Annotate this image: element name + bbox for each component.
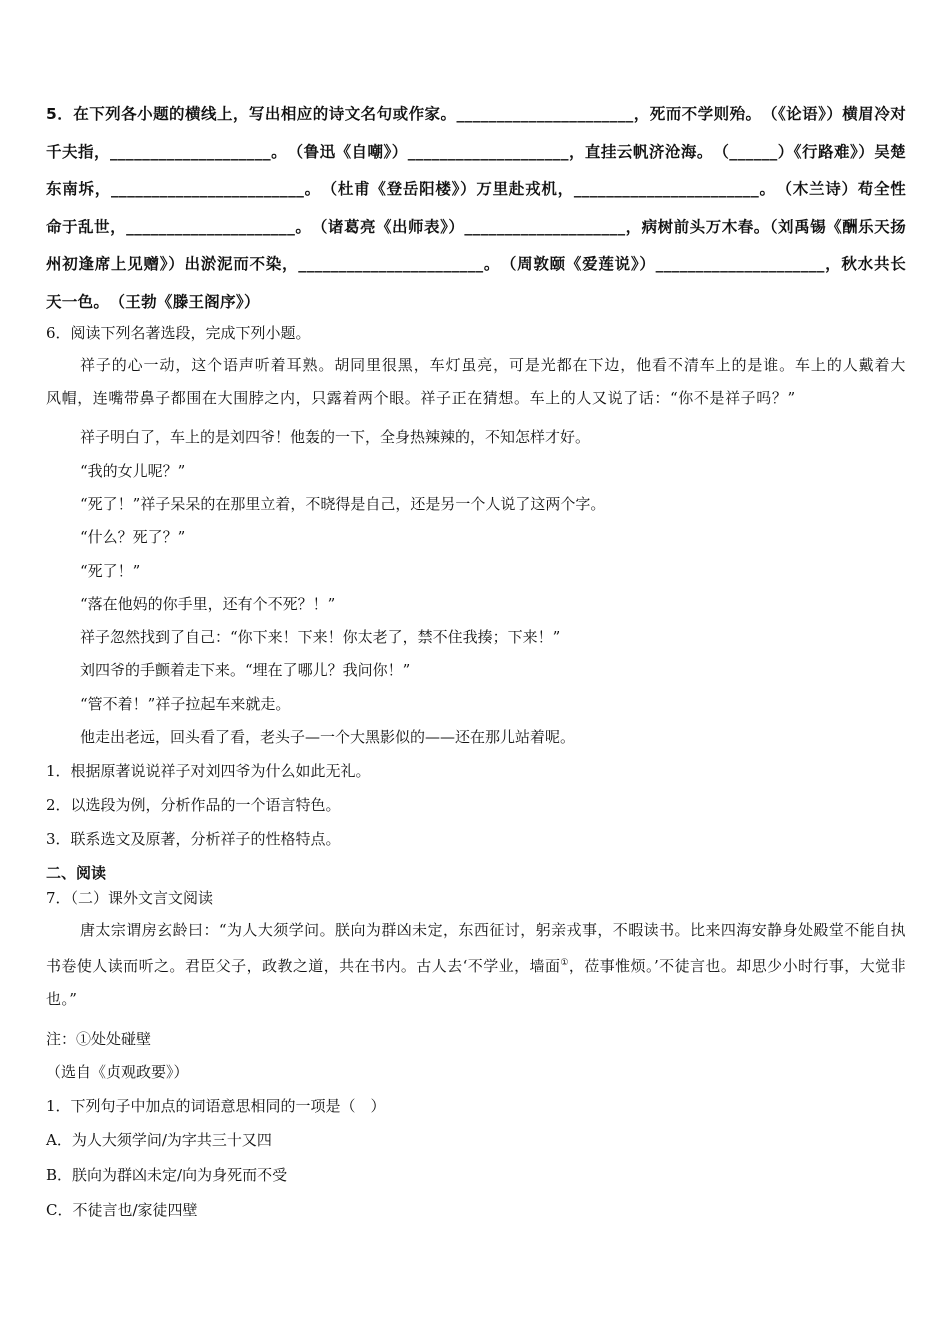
section-2-heading: 二、阅读	[46, 864, 107, 882]
passage-line-6: “落在他妈的你手里，还有个不死？！”	[80, 595, 336, 613]
question-6-sub-2: 2．以选段为例，分析作品的一个语言特色。	[46, 796, 341, 814]
passage-line-7: 祥子忽然找到了自己：“你下来！下来！你太老了，禁不住我揍；下来！”	[80, 628, 561, 646]
passage-line-3: “死了！”祥子呆呆的在那里立着，不晓得是自己，还是另一个人说了这两个字。	[80, 495, 606, 513]
question-5-text: 5．在下列各小题的横线上，写出相应的诗文名句或作家。______________________，死而不学则殆。 （《论语》）横眉冷对千夫指，____________________。 （鲁迅《自嘲》）____________________，直挂云帆济沧海。 （______）《行路难》）吴楚东南坼，________________________。 （杜甫《登岳阳楼》）万里赴戎机，_______________________。 （木兰诗）苟全性命于乱世，_____________________。 （诸葛亮《出师表》）____________________，病树前头万木春。（刘禹锡《酬乐天扬州初逢席上见赠》）出淤泥而不染，_______________________。 （周敦颐《爱莲说》）_____________________，秋水共长天一色。 （王勃《滕王阁序》）	[46, 105, 906, 311]
passage-line-10: 他走出老远，回头看了看，老头子—一个大黑影似的——还在那儿站着呢。	[80, 728, 576, 746]
passage-part-b: ，莅事惟烦。’不徒言也。却思少小时行事，大觉非也。”	[46, 957, 906, 1008]
passage-line-5: “死了！”	[80, 562, 141, 580]
question-7-sub-1: 1．下列句子中加点的词语意思相同的一项是（ ）	[46, 1097, 386, 1115]
passage-line-2: “我的女儿呢？”	[80, 462, 186, 480]
passage-line-1: 祥子明白了，车上的是刘四爷！他轰的一下，全身热辣辣的，不知怎样才好。	[80, 428, 591, 446]
passage-part-a: 唐太宗谓房玄龄曰：“为人大须学问。朕向为群凶未定，东西征讨，躬亲戎事，不暇读书。比来四海安静身处殿堂不能自执书卷使人读而听之。君臣父子，政教之道，共在书内。古人去‘不学业，墙面	[46, 921, 906, 975]
question-6-sub-3: 3．联系选文及原著，分析祥子的性格特点。	[46, 830, 341, 848]
option-a: A．为人大须学问/为字共三十又四	[46, 1131, 272, 1149]
footnote-marker: ①	[560, 958, 569, 968]
question-7-passage	[46, 914, 906, 1016]
option-b: B．朕向为群凶未定/向为身死而不受	[46, 1166, 288, 1184]
option-c: C．不徒言也/家徒四壁	[46, 1201, 198, 1219]
footnote: 注：①处处碰壁	[46, 1030, 152, 1048]
source-citation: （选自《贞观政要》）	[46, 1063, 189, 1081]
question-6-sub-1: 1．根据原著说说祥子对刘四爷为什么如此无礼。	[46, 762, 371, 780]
question-6-heading: 6．阅读下列名著选段，完成下列小题。	[46, 324, 311, 342]
question-6-passage-intro: 祥子的心一动，这个语声听着耳熟。胡同里很黑，车灯虽亮，可是光都在下边，他看不清车上的是谁。车上的人戴着大风帽，连嘴带鼻子都围在大围脖之内，只露着两个眼。祥子正在猜想。车上的人又说了话：“你不是祥子吗？”	[46, 356, 906, 407]
passage-line-9: “管不着！”祥子拉起车来就走。	[80, 695, 291, 713]
question-5-fill-in-blanks	[46, 96, 906, 322]
passage-line-8: 刘四爷的手颤着走下来。“埋在了哪儿？我问你！”	[80, 661, 411, 679]
passage-line-4: “什么？死了？”	[80, 528, 186, 546]
question-7-heading: 7．（二）课外文言文阅读	[46, 889, 214, 907]
